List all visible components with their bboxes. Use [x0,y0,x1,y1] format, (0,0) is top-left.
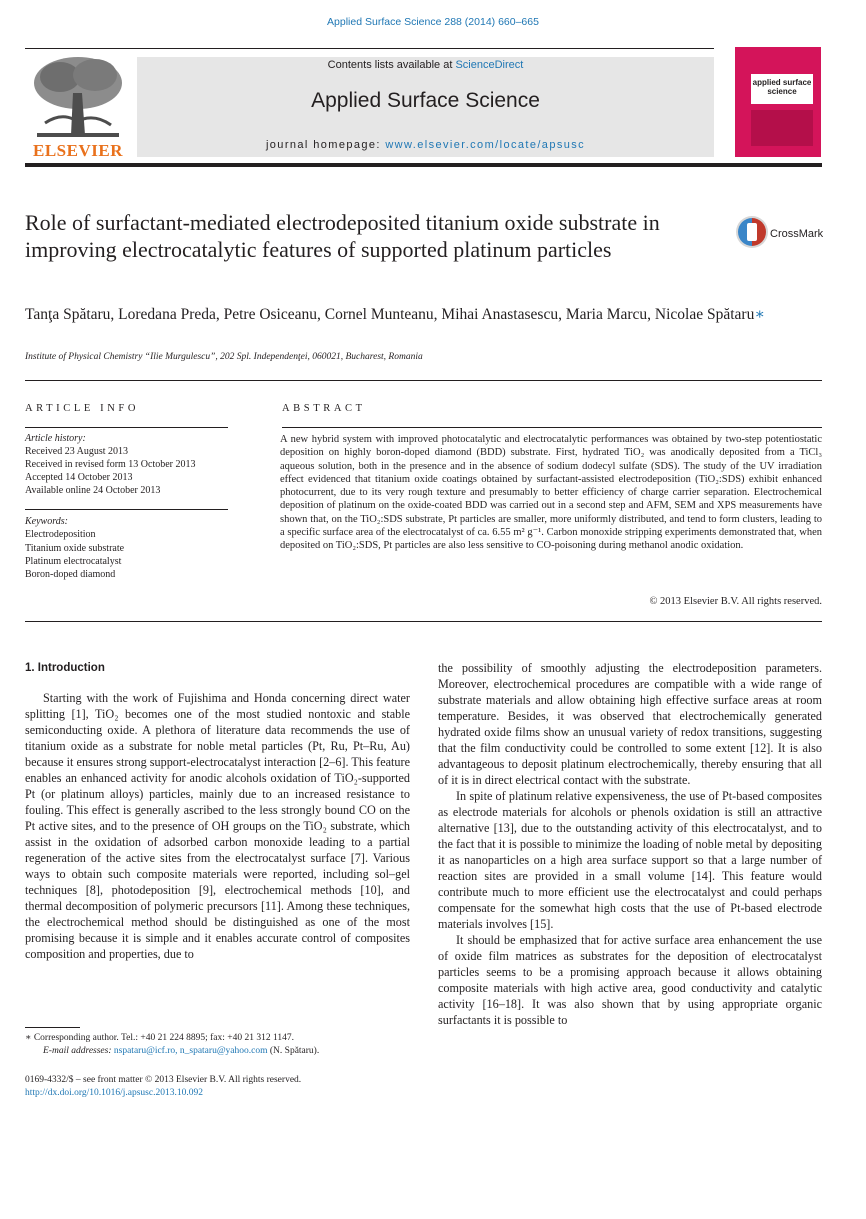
body-column-right [438,660,822,1028]
crossmark-label: CrossMark [770,228,824,240]
history-item: Received in revised form 13 October 2013 [25,459,196,470]
section-rule [25,380,822,381]
abstract-heading: ABSTRACT [282,403,366,414]
body-paragraph: Starting with the work of Fujishima and Honda concerning direct water splitting [1], TiO₂ becomes one of the most studied nontoxic and stable semiconducting oxide. A plethora of literature data recommends the use of titanium oxide as a substrate for noble metal particles (Pt, Ru, Pt–Ru, Au) because it ensures strong support-electrocatalyst interaction [2–6]. This feature enables an enhanced activity for anodic alcohols oxidation of TiO₂-supported Pt (or platinum alloys) particles, mainly due to an increased resistance to fouling. This effect is generally ascribed to the less strongly bound CO on the Pt active sites, and to the presence of OH groups on the TiO₂ substrate, which assist in the oxidation of adsorbed carbon monoxide leading to a partial regeneration of the active sites from the electrocatalyst surface [7]. Various ways to obtain such composite materials were reported, including sol–gel techniques [8], photodeposition [9], electrochemical methods [10], and thermal decomposition of polymeric precursors [11]. Among these techniques, the electrochemical method should be distinguished as one of the most promising because it is simple and it enables accurate control of composites composition and properties, due to [25,691,410,961]
cover-title: applied surface science [752,78,812,96]
body-column-left [25,660,410,962]
footnote-rule [25,1027,80,1028]
doi-link[interactable]: http://dx.doi.org/10.1016/j.apsusc.2013.10.092 [25,1088,203,1098]
keywords [25,515,230,581]
article-info-heading: ARTICLE INFO [25,403,140,414]
journal-reference[interactable]: Applied Surface Science 288 (2014) 660–665 [327,16,539,28]
corresponding-author-note: ∗ Corresponding author. Tel.: +40 21 224 8895; fax: +40 21 312 1147. [25,1033,295,1043]
info-rule [25,427,228,428]
journal-header-box [137,57,714,157]
copyright: © 2013 Elsevier B.V. All rights reserved. [649,596,822,607]
cover-label-box [751,74,813,104]
crossmark-icon [735,215,769,249]
journal-title: Applied Surface Science [311,89,540,112]
history-item: Available online 24 October 2013 [25,485,161,496]
keyword-item: Boron-doped diamond [25,569,116,581]
body-paragraph: the possibility of smoothly adjusting the electrodeposition parameters. Moreover, electrochemical procedures are compatible with a wide range of substrate materials and allow obtaining high effective surface areas at room temperature. Besides, it was observed that electrochemically generated hydrated oxide films show an unusual variety of redox transitions, suggesting that the film conductivity could be controlled to some extent [12]. It is also advantageous to deposit platinum electrochemically, thereby ensuring that all of it is in direct electrical contact with the substrate. [438,661,822,787]
elsevier-logo [25,53,131,161]
sciencedirect-link[interactable]: ScienceDirect [455,59,524,71]
history-label: Article history: [25,433,86,444]
info-rule [25,509,228,510]
article-history [25,432,230,497]
article-title: Role of surfactant-mediated electrodeposited titanium oxide substrate in improving electrocatalytic features of supported platinum particles [25,210,660,262]
homepage-line: journal homepage: www.elsevier.com/locate/apsusc [265,139,586,151]
history-item: Received 23 August 2013 [25,446,129,457]
keyword-item: Electrodeposition [25,529,96,541]
header-thick-rule [25,163,822,167]
keywords-label: Keywords: [25,516,68,527]
issn-line: 0169-4332/$ – see front matter © 2013 Elsevier B.V. All rights reserved. http://dx.doi.org/10.1016/j.apsusc.2013.10.092 [25,1074,410,1100]
author-list: Tanţa Spătaru, Loredana Preda, Petre Osiceanu, Cornel Munteanu, Mihai Anastasescu, Maria Marcu, Nicolae Spătaru∗ [25,306,765,323]
homepage-link[interactable]: www.elsevier.com/locate/apsusc [385,139,586,151]
affiliation: Institute of Physical Chemistry “Ilie Murgulescu”, 202 Spl. Independenţei, 060021, Bucharest, Romania [25,352,423,362]
crossmark-badge[interactable] [735,215,835,249]
journal-cover[interactable] [735,47,821,157]
section-heading: 1. Introduction [25,662,105,674]
body-paragraph: It should be emphasized that for active surface area enhancement the use of oxide film matrices as substrates for the deposition of electrocatalyst particles seems to be a promising approach because it allows obtaining composite materials with high active area, good conductivity and catalytic activity [16–18]. It was also shown that by using appropriate organic surfactants it is possible to [438,933,822,1027]
header-rule [25,48,714,49]
elsevier-wordmark: ELSEVIER [33,141,123,160]
corresponding-author-mark[interactable]: ∗ [754,306,765,323]
body-paragraph: In spite of platinum relative expensiveness, the use of Pt-based composites as electrode materials for alcohols or phenols oxidation is still an attractive alternative [13], due to the outstanding activity of this electrocatalyst, and to the fact that it is possible to minimize the loading of noble metal by depositing it as nanoparticles on a high area surface support so that a large number of reaction sites are provided in a small volume [14]. This feature would contribute much to more efficient use the electrocatalyst and could perhaps compensate for the somewhat high costs that the use of Pt-based electrode materials involves [15]. [438,789,822,931]
email-links[interactable]: nspataru@icf.ro, n_spataru@yahoo.com [113,1046,268,1056]
section-rule [25,621,822,622]
history-item: Accepted 14 October 2013 [25,472,133,483]
cover-band [751,110,813,146]
abstract-text: A new hybrid system with improved photocatalytic and electrocatalytic performances was obtained by two-step potentiostatic deposition on highly boron-doped diamond (BDD) substrate. First, hydrated TiO₂ was anodically deposited from a TiCl₃ aqueous solution, both in the presence and in the absence of sodium dodecyl sulfate (SDS). The study of the UV irradiation effect evidenced that titanium oxide coatings obtained by surfactant-assisted electrodeposition (TiO₂:SDS) exhibit enhanced photocurrent, due to its very rough texture and presumably to better efficiency of charge carrier separation. Electrochemical deposition of platinum on the oxide-coated BDD was carried out in a second step and AFM, SEM and XPS measurements have shown that, on the TiO₂:SDS substrate, Pt particles are smaller, more uniformly distributed, and tend to form clusters, leading to a specific surface area of the electrocatalyst of ca. 6.55 m² g⁻¹. Carbon monoxide stripping experiments demonstrated that, when deposited on TiO₂:SDS, Pt particles are also less sensitive to CO-poisoning during methanol anodic oxidation. [280,434,822,552]
elsevier-tree-icon [25,53,131,141]
keyword-item: Platinum electrocatalyst [25,555,122,567]
contents-line: Contents lists available at ScienceDirect [327,59,524,71]
footnote: ∗ Corresponding author. Tel.: +40 21 224 8895; fax: +40 21 312 1147. E-mail addresses: nspataru@icf.ro, n_spataru@yahoo.com (N. Spătaru). [25,1032,410,1058]
abstract-rule [282,427,822,428]
keyword-item: Titanium oxide substrate [25,542,125,554]
